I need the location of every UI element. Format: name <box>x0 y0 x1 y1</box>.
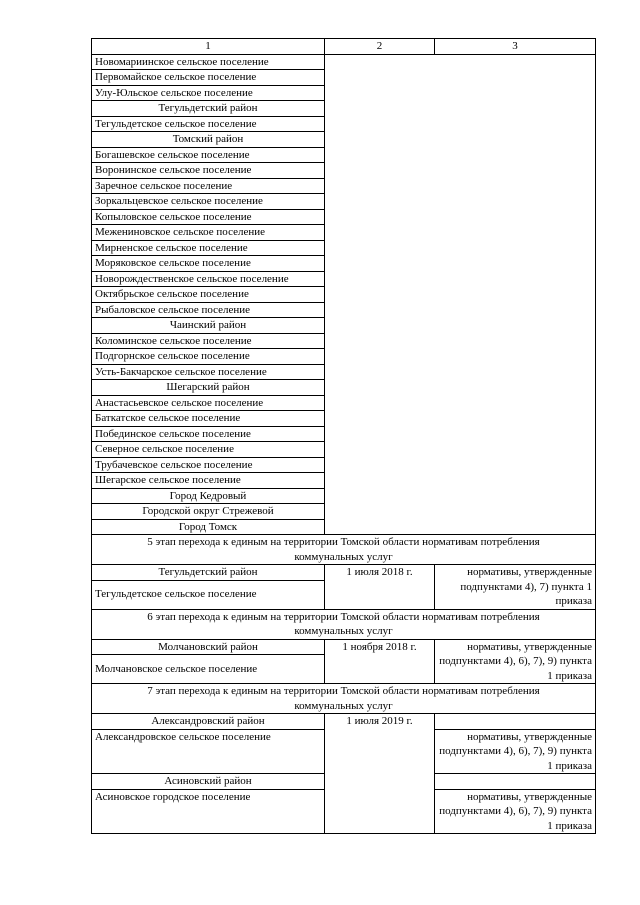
settlement-name: Побединское сельское поселение <box>92 426 325 442</box>
settlement-name: Новорождественское сельское поселение <box>92 271 325 287</box>
header-col-2: 2 <box>325 39 435 55</box>
settlement-name: Рыбаловское сельское поселение <box>92 302 325 318</box>
district-name: Молчановский район <box>92 639 325 655</box>
norms-table <box>91 38 596 834</box>
empty-cell <box>325 54 596 535</box>
settlement-name: Октябрьское сельское поселение <box>92 287 325 303</box>
empty-cell <box>435 774 596 790</box>
settlement-name: Анастасьевское сельское поселение <box>92 395 325 411</box>
settlement-name: Первомайское сельское поселение <box>92 70 325 86</box>
settlement-name: Северное сельское поселение <box>92 442 325 458</box>
district-name: Город Томск <box>92 519 325 535</box>
settlement-name: Тегульдетское сельское поселение <box>92 116 325 132</box>
district-name: Тегульдетский район <box>92 101 325 117</box>
stage-title-row <box>92 609 596 639</box>
settlement-name: Молчановское сельское поселение <box>92 655 325 684</box>
norms-text: нормативы, утвержденные подпунктами 4), 6), 7), 9) пункта 1 приказа <box>435 729 596 774</box>
header-col-1: 1 <box>92 39 325 55</box>
district-name: Тегульдетский район <box>92 565 325 581</box>
district-name: Город Кедровый <box>92 488 325 504</box>
settlement-name: Заречное сельское поселение <box>92 178 325 194</box>
settlement-name: Асиновское городское поселение <box>92 789 325 834</box>
start-date: 1 июля 2019 г. <box>325 714 435 834</box>
district-name: Томский район <box>92 132 325 148</box>
settlement-name: Усть-Бакчарское сельское поселение <box>92 364 325 380</box>
start-date: 1 июля 2018 г. <box>325 565 435 610</box>
stage-title: 5 этап перехода к единым на территории Томской области нормативам потребления коммунальных услуг <box>92 535 596 565</box>
district-name: Чаинский район <box>92 318 325 334</box>
settlement-name: Александровское сельское поселение <box>92 729 325 774</box>
settlement-name: Богашевское сельское поселение <box>92 147 325 163</box>
norms-text: нормативы, утвержденные подпунктами 4), 6), 7), 9) пункта 1 приказа <box>435 789 596 834</box>
table-row <box>92 639 596 655</box>
settlement-name: Улу-Юльское сельское поселение <box>92 85 325 101</box>
district-name: Шегарский район <box>92 380 325 396</box>
settlement-name: Копыловское сельское поселение <box>92 209 325 225</box>
district-name: Александровский район <box>92 714 325 730</box>
table-row <box>92 714 596 730</box>
table-row <box>92 565 596 581</box>
settlement-name: Зоркальцевское сельское поселение <box>92 194 325 210</box>
header-row <box>92 39 596 55</box>
settlement-name: Новомариинское сельское поселение <box>92 54 325 70</box>
settlement-name: Тегульдетское сельское поселение <box>92 580 325 609</box>
start-date: 1 ноября 2018 г. <box>325 639 435 684</box>
district-name: Асиновский район <box>92 774 325 790</box>
stage-title: 7 этап перехода к единым на территории Томской области нормативам потребления коммунальных услуг <box>92 684 596 714</box>
settlement-name: Баткатское сельское поселение <box>92 411 325 427</box>
norms-text: нормативы, утвержденные подпунктами 4), 7) пункта 1 приказа <box>435 565 596 610</box>
settlement-name: Мирненское сельское поселение <box>92 240 325 256</box>
settlement-name: Моряковское сельское поселение <box>92 256 325 272</box>
district-name: Городской округ Стрежевой <box>92 504 325 520</box>
settlement-name: Подгорнское сельское поселение <box>92 349 325 365</box>
settlement-name: Воронинское сельское поселение <box>92 163 325 179</box>
header-col-3: 3 <box>435 39 596 55</box>
settlement-name: Шегарское сельское поселение <box>92 473 325 489</box>
stage-title: 6 этап перехода к единым на территории Томской области нормативам потребления коммунальных услуг <box>92 609 596 639</box>
settlement-name: Межениновское сельское поселение <box>92 225 325 241</box>
settlement-name: Коломинское сельское поселение <box>92 333 325 349</box>
norms-text: нормативы, утвержденные подпунктами 4), 6), 7), 9) пункта 1 приказа <box>435 639 596 684</box>
stage-title-row <box>92 535 596 565</box>
settlement-name: Трубачевское сельское поселение <box>92 457 325 473</box>
empty-cell <box>435 714 596 730</box>
stage-title-row <box>92 684 596 714</box>
table-row <box>92 54 596 70</box>
